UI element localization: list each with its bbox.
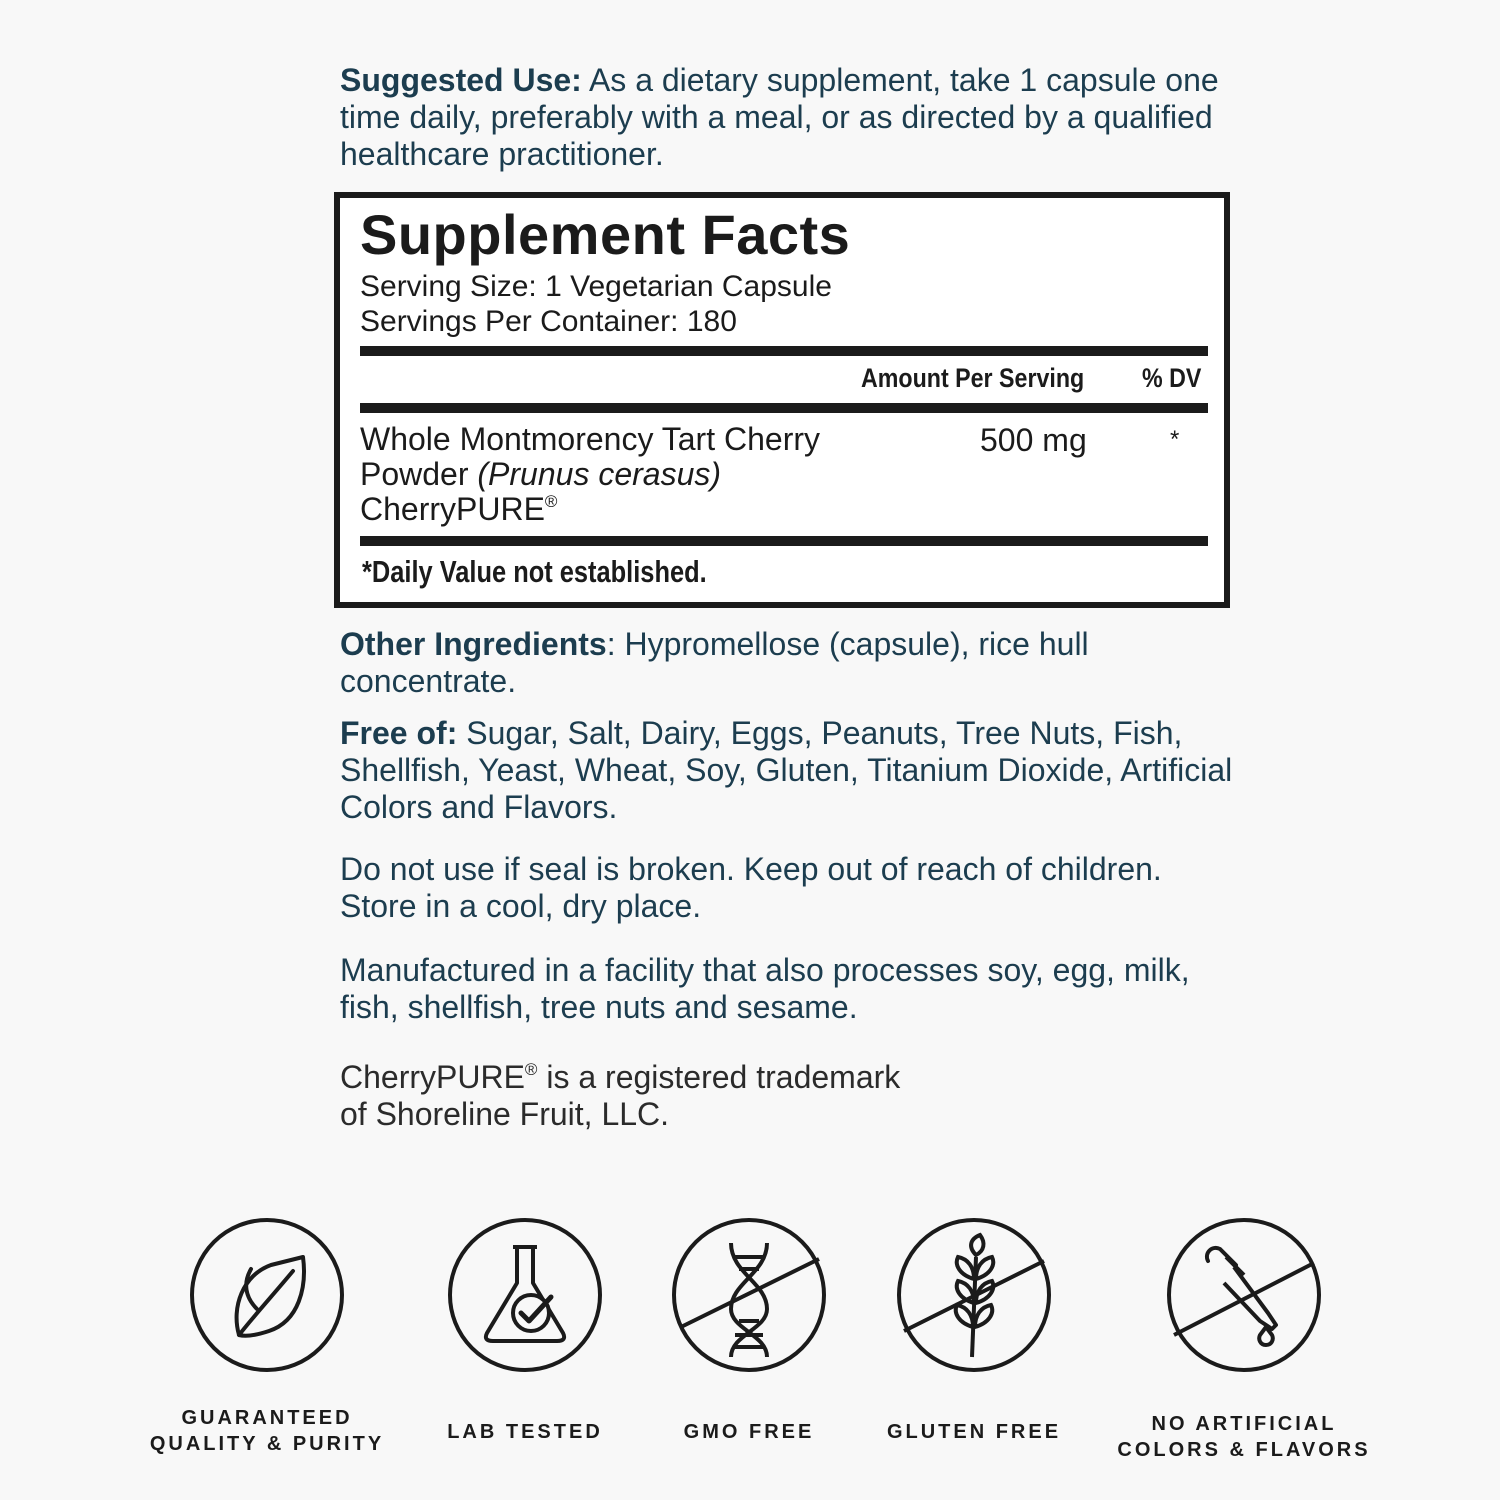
badge-label-line: GUARANTEED	[181, 1407, 353, 1429]
suggested-use-text: As a dietary supplement, take 1 capsule one time daily, preferably with a meal, or as directed by a qualified healthcare practitioner.	[340, 62, 1219, 172]
badge-label: GLUTEN FREE	[886, 1421, 1062, 1443]
ingredient-line: Powder	[360, 456, 478, 492]
badge-no-artificial	[1114, 1217, 1374, 1461]
trademark-text: is a registered trademark	[537, 1059, 901, 1095]
other-ingredients-label: Other Ingredients	[340, 626, 607, 662]
free-of-label: Free of:	[340, 715, 458, 751]
dv-footnote: *Daily Value not established.	[362, 554, 707, 589]
facts-divider	[360, 403, 1208, 413]
servings-per-container: Servings Per Container: 180	[360, 305, 737, 338]
free-of-text: Sugar, Salt, Dairy, Eggs, Peanuts, Tree Nuts, Fish, Shellfish, Yeast, Wheat, Soy, Gluten, Titanium Dioxide, Artificial Colors and Flavors.	[340, 715, 1233, 825]
ingredient-name	[360, 422, 920, 527]
seal-warning: Do not use if seal is broken. Keep out of reach of children. Store in a cool, dry place.	[340, 851, 1162, 924]
badge-lab-tested	[395, 1217, 655, 1443]
facility-note: Manufactured in a facility that also processes soy, egg, milk, fish, shellfish, tree nuts and sesame.	[340, 952, 1190, 1025]
facts-divider	[360, 346, 1208, 356]
other-ingredients	[340, 626, 1240, 700]
ingredient-amount: 500 mg	[980, 422, 1087, 458]
supplement-facts-panel	[334, 192, 1230, 608]
badge-label: LAB TESTED	[447, 1421, 603, 1443]
badge-gluten-free	[844, 1217, 1104, 1443]
dna-crossed-icon	[669, 1217, 829, 1377]
badge-label-line: COLORS & FLAVORS	[1117, 1439, 1371, 1461]
other-ingredients-text: : Hypromellose (capsule), rice hull concentrate.	[340, 626, 1089, 699]
leaf-icon	[187, 1217, 347, 1377]
suggested-use-label: Suggested Use:	[340, 62, 582, 98]
suggested-use	[340, 62, 1240, 173]
badge-label-line: QUALITY & PURITY	[149, 1433, 385, 1455]
registered-mark: ®	[524, 1060, 538, 1079]
serving-size: Serving Size: 1 Vegetarian Capsule	[360, 270, 832, 303]
wheat-crossed-icon	[894, 1217, 1054, 1377]
badge-label	[1074, 1411, 1414, 1463]
amount-header: Amount Per Serving	[861, 363, 1085, 393]
badge-gmo-free	[619, 1217, 879, 1443]
ingredient-latin: (Prunus cerasus)	[477, 456, 722, 492]
registered-mark: ®	[544, 492, 558, 511]
dropper-crossed-icon	[1164, 1217, 1324, 1377]
badge-label: GMO FREE	[683, 1421, 815, 1443]
ingredient-line: Whole Montmorency Tart Cherry	[360, 421, 820, 457]
dv-header: % DV	[1142, 363, 1202, 393]
ingredient-brand: CherryPURE	[360, 491, 545, 527]
flask-check-icon	[445, 1217, 605, 1377]
trademark-brand: CherryPURE	[340, 1059, 525, 1095]
badge-label-line: NO ARTIFICIAL	[1151, 1413, 1337, 1435]
facts-title: Supplement Facts	[360, 203, 851, 266]
free-of	[340, 715, 1240, 826]
facts-divider	[360, 536, 1208, 546]
trademark-owner: of Shoreline Fruit, LLC.	[340, 1096, 670, 1132]
badge-quality-purity	[137, 1217, 397, 1455]
trademark-note	[340, 1059, 1240, 1133]
ingredient-dv: *	[1170, 426, 1180, 453]
